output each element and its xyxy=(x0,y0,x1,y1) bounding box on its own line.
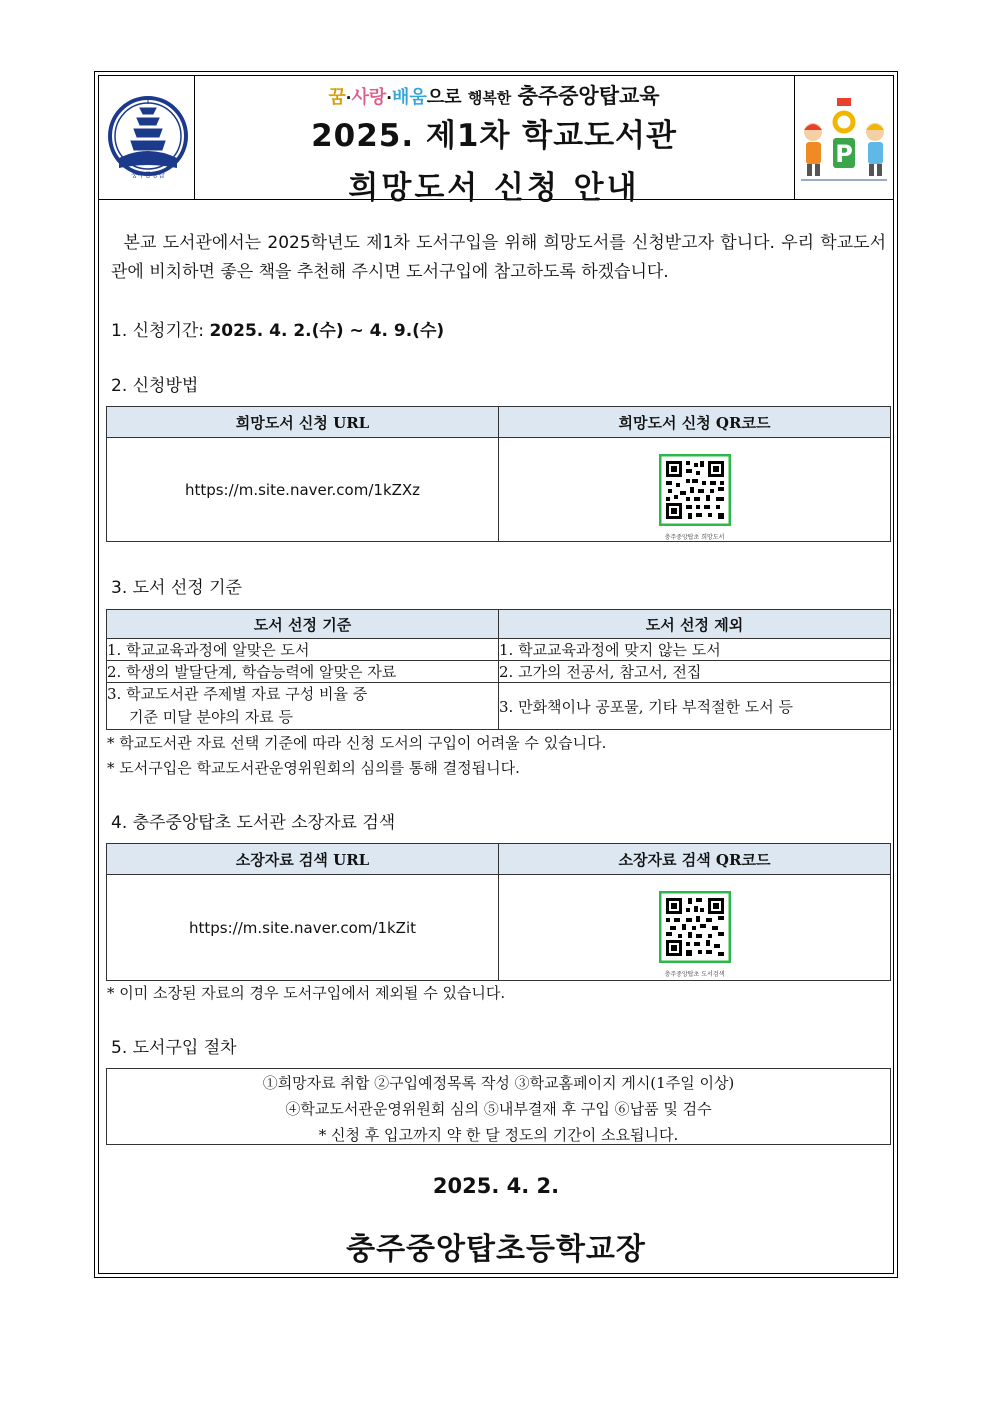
page-title-line2: 희망도서 신청 안내 xyxy=(348,170,640,206)
logo-text: 충주중앙탑 xyxy=(131,171,165,179)
school-logo xyxy=(99,76,195,199)
section-application-method-heading: 2. 신청방법 xyxy=(111,376,199,396)
table-header-url: 희망도서 신청 URL xyxy=(107,407,499,438)
principal-signature: 충주중앙탑초등학교장 xyxy=(346,1232,646,1267)
criteria-exclude-item: 2. 고가의 전공서, 참고서, 전집 xyxy=(499,661,891,683)
criteria-include-item: 3. 학교도서관 주제별 자료 구성 비율 중 기준 미달 분야의 자료 등 xyxy=(107,683,499,730)
criteria-header-include: 도서 선정 기준 xyxy=(107,610,499,639)
slogan-word-dream: 꿈 xyxy=(328,87,346,108)
criteria-header-exclude: 도서 선정 제외 xyxy=(499,610,891,639)
criteria-exclude-item: 1. 학교교육과정에 맞지 않는 도서 xyxy=(499,639,891,661)
selection-criteria-table xyxy=(106,609,891,730)
header-title-block xyxy=(195,76,793,206)
procedure-line: ①희망자료 취합 ②구입예정목록 작성 ③학교홈페이지 게시(1주일 이상) xyxy=(262,1074,735,1092)
slogan-word-learning: 배움 xyxy=(391,87,427,108)
svg-text:T: T xyxy=(840,96,848,109)
application-method-table xyxy=(106,406,891,542)
table-header-url: 소장자료 검색 URL xyxy=(107,844,499,875)
slogan-word-love: 사랑 xyxy=(351,87,387,108)
section-purchase-procedure-heading: 5. 도서구입 절차 xyxy=(111,1038,237,1058)
qr-caption: 충주중앙탑초 도서검색 xyxy=(664,971,725,978)
criteria-exclude-item: 3. 만화책이나 공포물, 기타 부적절한 도서 등 xyxy=(499,683,891,730)
request-qr-cell xyxy=(499,438,891,542)
criteria-include-item: 2. 학생의 발달단계, 학습능력에 알맞은 자료 xyxy=(107,661,499,683)
catalog-qr-cell xyxy=(499,875,891,981)
purchase-procedure-box xyxy=(106,1068,891,1145)
qr-caption: 충주중앙탑초 희망도서 xyxy=(664,534,725,541)
catalog-note: * 이미 소장된 자료의 경우 도서구입에서 제외될 수 있습니다. xyxy=(107,984,506,1002)
table-header-qr: 희망도서 신청 QR코드 xyxy=(499,407,891,438)
application-period-value: 2025. 4. 2.(수) ~ 4. 9.(수) xyxy=(209,321,445,341)
slogan: 꿈·사랑·배움으로 행복한 충주중앙탑교육 xyxy=(328,84,660,108)
document-inner-frame xyxy=(98,75,894,1274)
section-catalog-search-heading: 4. 충주중앙탑초 도서관 소장자료 검색 xyxy=(111,813,396,833)
procedure-note: * 신청 후 입고까지 약 한 달 정도의 기간이 소요됩니다. xyxy=(318,1126,679,1144)
table-header-qr: 소장자료 검색 QR코드 xyxy=(499,844,891,875)
request-url-link[interactable]: https://m.site.naver.com/1kZXz xyxy=(107,438,499,542)
qr-code-icon[interactable] xyxy=(659,454,731,526)
intro-paragraph: 본교 도서관에서는 2025학년도 제1차 도서구입을 위해 희망도서를 신청받고자 합니다. 우리 학교도서관에 비치하면 좋은 책을 추천해 주시면 도서구입에 참고하도록 하겠습니다. xyxy=(111,233,886,282)
top-mascot-logo xyxy=(794,76,893,199)
criteria-note: * 도서구입은 학교도서관운영위원회의 심의를 통해 결정됩니다. xyxy=(107,759,520,777)
section-application-period: 1. 신청기간: 2025. 4. 2.(수) ~ 4. 9.(수) xyxy=(111,321,445,341)
document-frame xyxy=(94,71,898,1278)
criteria-note: * 학교도서관 자료 선택 기준에 따라 신청 도서의 구입이 어려울 수 있습니다. xyxy=(107,734,607,752)
svg-text:P: P xyxy=(835,140,853,168)
procedure-line: ④학교도서관운영위원회 심의 ⑤내부결재 후 구입 ⑥납품 및 검수 xyxy=(285,1100,712,1118)
criteria-include-item: 1. 학교교육과정에 알맞은 도서 xyxy=(107,639,499,661)
page-title-line1: 2025. 제1차 학교도서관 xyxy=(311,118,677,154)
document-date: 2025. 4. 2. xyxy=(432,1174,560,1198)
slogan-name: 충주중앙탑교육 xyxy=(517,84,660,108)
section-selection-criteria-heading: 3. 도서 선정 기준 xyxy=(111,578,242,598)
header xyxy=(99,76,893,206)
catalog-url-link[interactable]: https://m.site.naver.com/1kZit xyxy=(107,875,499,981)
qr-code-icon[interactable] xyxy=(659,891,731,963)
catalog-search-table xyxy=(106,843,891,981)
